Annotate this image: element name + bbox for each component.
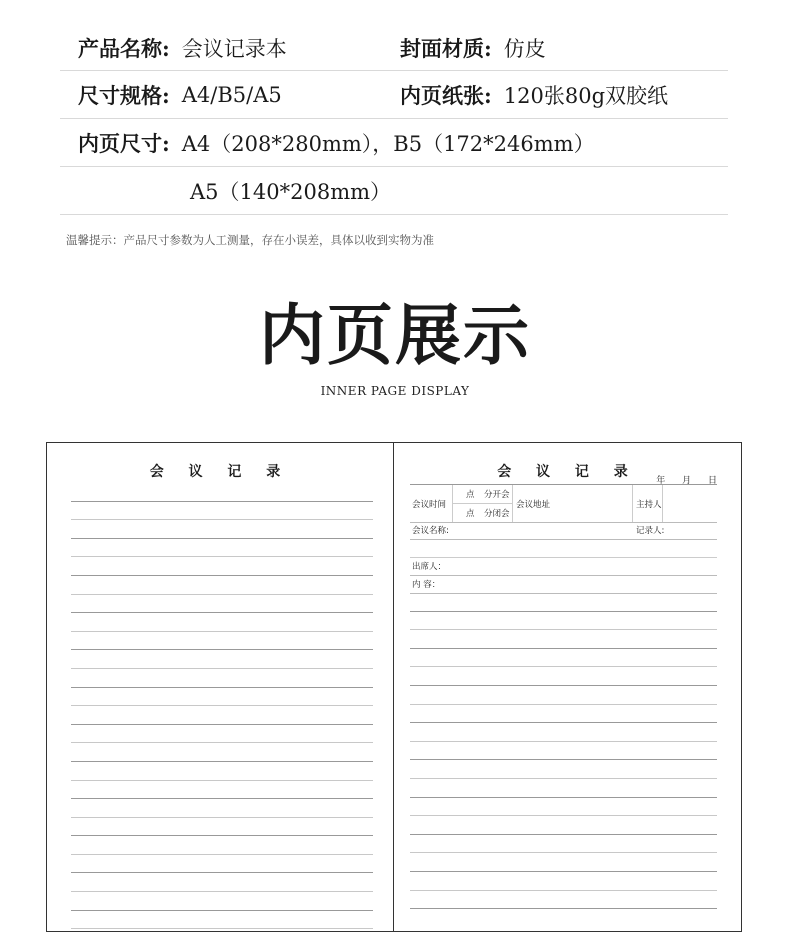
ruled-line bbox=[71, 873, 373, 892]
ruled-line bbox=[410, 872, 717, 891]
ruled-line bbox=[71, 595, 373, 614]
spec-table bbox=[60, 26, 728, 215]
content-label: 内 容： bbox=[412, 580, 441, 590]
month-label: 月 bbox=[682, 476, 692, 486]
host-label: 主持人 bbox=[636, 500, 662, 510]
inner-size-label: 内页尺寸: bbox=[78, 130, 170, 156]
spec-row-name bbox=[60, 26, 728, 71]
ruled-line bbox=[410, 816, 717, 835]
ruled-line bbox=[71, 781, 373, 800]
ruled-line bbox=[71, 799, 373, 818]
year-label: 年 bbox=[656, 476, 666, 486]
product-name-label: 产品名称: bbox=[78, 36, 170, 61]
right-page bbox=[394, 443, 741, 931]
ruled-line bbox=[71, 539, 373, 558]
day-label: 日 bbox=[707, 476, 717, 486]
start-minute-label: 分开会 bbox=[484, 490, 510, 500]
ruled-line bbox=[71, 911, 373, 930]
ruled-line bbox=[71, 502, 373, 521]
ruled-line bbox=[71, 557, 373, 576]
ruled-line bbox=[71, 520, 373, 539]
ruled-line bbox=[71, 613, 373, 632]
right-page-title: 会 议 记 录 bbox=[497, 464, 638, 480]
meeting-time-label: 会议时间 bbox=[412, 500, 447, 510]
left-page-title: 会 议 记 录 bbox=[149, 464, 291, 480]
start-hour-label: 点 bbox=[466, 490, 475, 500]
content-row bbox=[410, 575, 717, 594]
ruled-line bbox=[71, 632, 373, 651]
ruled-line bbox=[410, 798, 717, 817]
meeting-name-row bbox=[410, 521, 717, 540]
attendees-label: 出席人： bbox=[412, 562, 447, 572]
ruled-line bbox=[71, 892, 373, 911]
right-ruled-lines bbox=[410, 593, 717, 909]
size-spec-label: 尺寸规格: bbox=[78, 82, 170, 108]
section-subtitle: INNER PAGE DISPLAY bbox=[320, 384, 470, 398]
meeting-name-label: 会议名称: bbox=[412, 526, 449, 536]
spec-row-inner-size bbox=[60, 119, 728, 167]
ruled-line bbox=[410, 612, 717, 631]
ruled-line bbox=[410, 760, 717, 779]
ruled-line bbox=[71, 706, 373, 725]
form-header-grid bbox=[410, 484, 717, 523]
measurement-note: 温馨提示：产品尺寸参数为人工测量，存在小误差，具体以收到实物为准 bbox=[66, 233, 434, 247]
cover-material-value: 仿皮 bbox=[503, 37, 546, 61]
ruled-line bbox=[410, 686, 717, 705]
inner-paper-value: 120张80g双胶纸 bbox=[503, 83, 669, 108]
ruled-line bbox=[410, 742, 717, 761]
ruled-line bbox=[410, 593, 717, 612]
cover-material-label: 封面材质: bbox=[400, 36, 492, 61]
inner-size-value-1: A4（208*280mm），B5（172*246mm） bbox=[181, 131, 595, 156]
ruled-line bbox=[410, 667, 717, 686]
ruled-line bbox=[71, 762, 373, 781]
ruled-line bbox=[410, 705, 717, 724]
end-minute-label: 分闭会 bbox=[484, 509, 510, 519]
spec-row-size bbox=[60, 71, 728, 119]
ruled-line bbox=[410, 853, 717, 872]
ruled-line bbox=[410, 723, 717, 742]
size-spec-value: A4/B5/A5 bbox=[181, 82, 282, 107]
attendees-row bbox=[410, 557, 717, 576]
ruled-line bbox=[410, 891, 717, 910]
end-hour-label: 点 bbox=[466, 509, 475, 519]
ruled-line bbox=[410, 835, 717, 854]
ruled-line bbox=[71, 836, 373, 855]
ruled-line bbox=[71, 669, 373, 688]
spec-row-inner-size-2 bbox=[60, 167, 728, 215]
left-page bbox=[47, 443, 394, 931]
ruled-line bbox=[71, 483, 373, 502]
ruled-line bbox=[71, 650, 373, 669]
ruled-line bbox=[71, 725, 373, 744]
ruled-line bbox=[71, 688, 373, 707]
ruled-line bbox=[410, 649, 717, 668]
ruled-line bbox=[410, 630, 717, 649]
ruled-line bbox=[71, 818, 373, 837]
notebook-spread bbox=[46, 442, 742, 932]
left-ruled-lines bbox=[71, 483, 373, 929]
recorder-label: 记录人: bbox=[636, 526, 665, 536]
inner-paper-label: 内页纸张: bbox=[400, 82, 492, 108]
ruled-line bbox=[71, 576, 373, 595]
inner-size-value-2: A5（140*208mm） bbox=[190, 179, 392, 204]
ruled-line bbox=[410, 779, 717, 798]
product-name-value: 会议记录本 bbox=[181, 37, 287, 61]
section-title: 内页展示 bbox=[259, 296, 531, 374]
location-label: 会议地址 bbox=[516, 500, 551, 510]
ruled-line bbox=[71, 855, 373, 874]
ruled-line bbox=[71, 743, 373, 762]
